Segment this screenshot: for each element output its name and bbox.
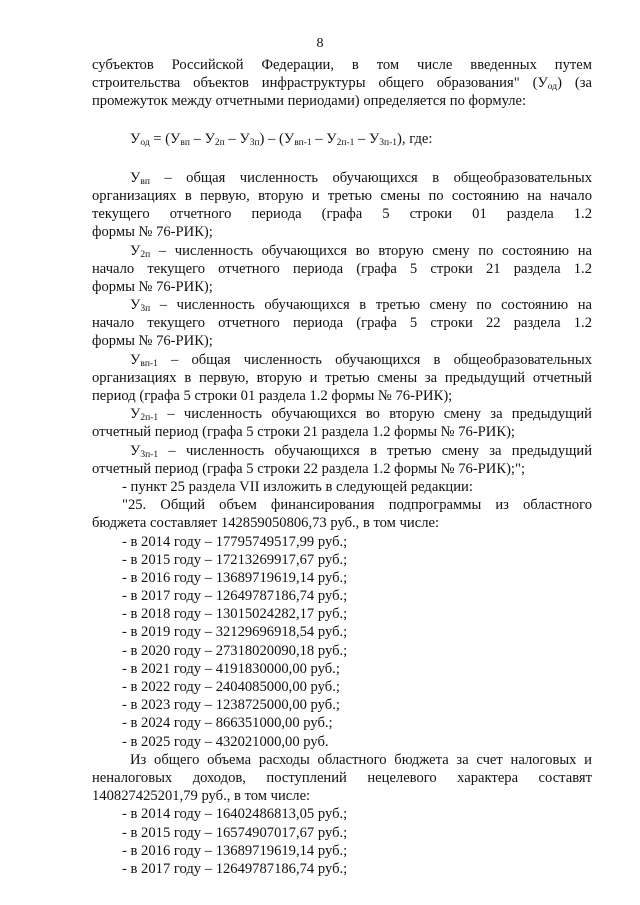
definition-line: формы № 76-РИК); <box>92 278 213 295</box>
year-item: - в 2015 году – 16574907017,67 руб.; <box>122 824 348 841</box>
text-line: строительства объектов инфраструктуры общего образования" $(У_{од})$ (за <box>92 75 592 93</box>
definition-line: организациях в первую, вторую и третью смены за предыдущий отчетный <box>92 369 592 386</box>
para2-line: неналоговых доходов, поступлений нецелевого характера составят <box>92 769 592 786</box>
para2-line: 140827425201,79 руб., в том числе: <box>92 788 311 805</box>
text-run: общая численность обучающихся в общеобразовательных <box>186 169 592 186</box>
text-run: численность обучающихся во вторую смену по состоянию на <box>174 242 592 259</box>
year-item: - в 2022 году – 2404085000,00 руб.; <box>122 679 340 695</box>
para25-line: "25. Общий объем финансирования подпрограммы из областного <box>122 497 592 514</box>
year-item: - в 2015 году – 17213269917,67 руб.; <box>122 551 348 568</box>
year-item: - в 2021 году – 4191830000,00 руб.; <box>122 660 340 677</box>
para2-line: Из общего объема расходы областного бюджета за счет налоговых и <box>130 751 592 768</box>
year-item: - в 2018 году – 13015024282,17 руб.; <box>122 606 348 623</box>
text-run: строительства объектов инфраструктуры общего образования" (У <box>92 75 548 92</box>
year-item: - в 2017 году – 12649787186,74 руб.; <box>122 588 348 605</box>
year-item: - в 2014 году – 17795749517,99 руб.; <box>122 533 348 550</box>
text-run: численность обучающихся в третью смену за предыдущий <box>185 442 592 459</box>
text-line: промежуток между отчетными периодами) определяется по формуле: <box>92 93 527 110</box>
definition-line: $У_{вп}$ – общая численность обучающихся в общеобразовательных <box>130 169 592 187</box>
definition-line: отчетный период (графа 5 строки 21 раздела 1.2 формы № 76-РИК); <box>92 424 515 441</box>
definition-line: отчетный период (графа 5 строки 22 раздела 1.2 формы № 76-РИК);"; <box>92 460 525 477</box>
definition-line: текущего отчетного периода (графа 5 строки 01 раздела 1.2 <box>92 206 592 223</box>
definition-line: начало текущего отчетного периода (графа 5 строки 21 раздела 1.2 <box>92 260 592 277</box>
formula: $У_{од} = (У_{вп} - У_{2п} - У_{3п}) - (У_{вп-1} - У_{2п-1} - У_{3п-1})$, где: <box>130 130 433 148</box>
year-item: - в 2023 году – 1238725000,00 руб.; <box>122 697 340 714</box>
year-item: - в 2020 году – 27318020090,18 руб.; <box>122 642 348 659</box>
definition-line: формы № 76-РИК); <box>92 224 213 241</box>
definition-line: формы № 76-РИК); <box>92 333 213 350</box>
year-item: - в 2017 году – 12649787186,74 руб.; <box>122 860 348 877</box>
amendment-intro: - пункт 25 раздела VII изложить в следующей редакции: <box>122 478 473 495</box>
definition-line: организациях в первую, вторую и третью смены по состоянию на начало <box>92 187 592 204</box>
text-line: субъектов Российской Федерации, в том числе введенных путем <box>92 57 592 73</box>
year-item: - в 2019 году – 32129696918,54 руб.; <box>122 624 348 641</box>
text-run: численность обучающихся во вторую смену за предыдущий <box>183 406 592 423</box>
year-item: - в 2025 году – 432021000,00 руб. <box>122 733 329 750</box>
year-item: - в 2024 году – 866351000,00 руб.; <box>122 715 333 732</box>
definition-line: $У_{2п}$ – численность обучающихся во вторую смену по состоянию на <box>130 242 592 260</box>
document-body <box>92 56 592 878</box>
year-item: - в 2016 году – 13689719619,14 руб.; <box>122 842 348 859</box>
definition-line: $У_{вп-1}$ – общая численность обучающихся в общеобразовательных <box>130 351 592 369</box>
page-number: 8 <box>316 36 324 51</box>
year-item: - в 2014 году – 16402486813,05 руб.; <box>122 806 348 823</box>
para25-line: бюджета составляет 142859050806,73 руб., в том числе: <box>92 515 440 532</box>
definition-line: $У_{2п-1}$ – численность обучающихся во вторую смену за предыдущий <box>130 406 592 424</box>
definition-line: начало текущего отчетного периода (графа 5 строки 22 раздела 1.2 <box>92 315 592 332</box>
year-item: - в 2016 году – 13689719619,14 руб.; <box>122 569 348 586</box>
definition-line: $У_{3п-1}$ – численность обучающихся в третью смену за предыдущий <box>130 442 592 460</box>
definition-line: период (графа 5 строки 01 раздела 1.2 формы № 76-РИК); <box>92 388 453 404</box>
text-run: общая численность обучающихся в общеобразовательных <box>191 351 592 368</box>
definition-line: $У_{3п}$ – численность обучающихся в третью смену по состоянию на <box>130 297 592 315</box>
text-run: численность обучающихся в третью смену по состоянию на <box>176 297 592 314</box>
